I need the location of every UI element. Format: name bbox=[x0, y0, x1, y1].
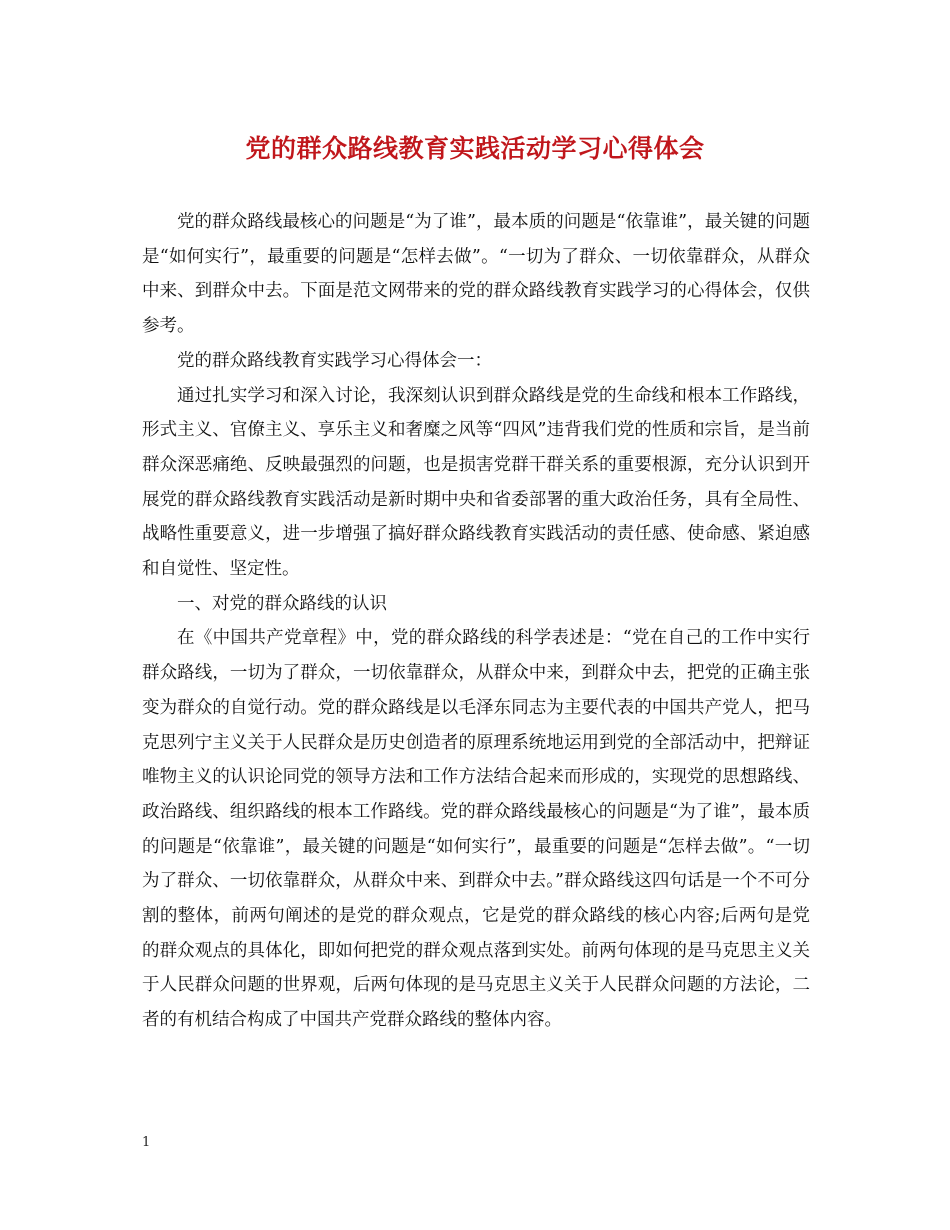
document-body bbox=[142, 205, 810, 1038]
paragraph-definition: 在《中国共产党章程》中，党的群众路线的科学表述是：“党在自己的工作中实行群众路线，一切为了群众，一切依靠群众，从群众中来，到群众中去，把党的正确主张变为群众的自觉行动。党的群众路线是以毛泽东同志为主要代表的中国共产党人，把马克思列宁主义关于人民群众是历史创造者的原理系统地运用到党的全部活动中，把辩证唯物主义的认识论同党的领导方法和工作方法结合起来而形成的，实现党的思想路线、政治路线、组织路线的根本工作路线。党的群众路线最核心的问题是“为了谁”，最本质的问题是“依靠谁”，最关键的问题是“如何实行”，最重要的问题是“怎样去做”。“一切为了群众、一切依靠群众，从群众中来、到群众中去。”群众路线这四句话是一个不可分割的整体，前两句阐述的是党的群众观点，它是党的群众路线的核心内容;后两句是党的群众观点的具体化，即如何把党的群众观点落到实处。前两句体现的是马克思主义关于人民群众问题的世界观，后两句体现的是马克思主义关于人民群众问题的方法论，二者的有机结合构成了中国共产党群众路线的整体内容。 bbox=[142, 628, 810, 1031]
section-heading: 一、对党的群众路线的认识 bbox=[177, 593, 387, 614]
document-title: 党的群众路线教育实践活动学习心得体会 bbox=[245, 134, 705, 163]
paragraph-subheading: 党的群众路线教育实践学习心得体会一： bbox=[177, 350, 492, 371]
page-number: 1 bbox=[142, 1135, 151, 1150]
paragraph-reflection: 通过扎实学习和深入讨论，我深刻认识到群众路线是党的生命线和根本工作路线，形式主义、官僚主义、享乐主义和奢糜之风等“四风”违背我们党的性质和宗旨，是当前群众深恶痛绝、反映最强烈的问题，也是损害党群干群关系的重要根源，充分认识到开展党的群众路线教育实践活动是新时期中央和省委部署的重大政治任务，具有全局性、战略性重要意义，进一步增强了搞好群众路线教育实践活动的责任感、使命感、紧迫感和自觉性、坚定性。 bbox=[142, 385, 810, 580]
paragraph-intro: 党的群众路线最核心的问题是“为了谁”，最本质的问题是“依靠谁”，最关键的问题是“如何实行”，最重要的问题是“怎样去做”。“一切为了群众、一切依靠群众，从群众中来、到群众中去。下面是范文网带来的党的群众路线教育实践学习的心得体会，仅供参考。 bbox=[142, 212, 810, 337]
